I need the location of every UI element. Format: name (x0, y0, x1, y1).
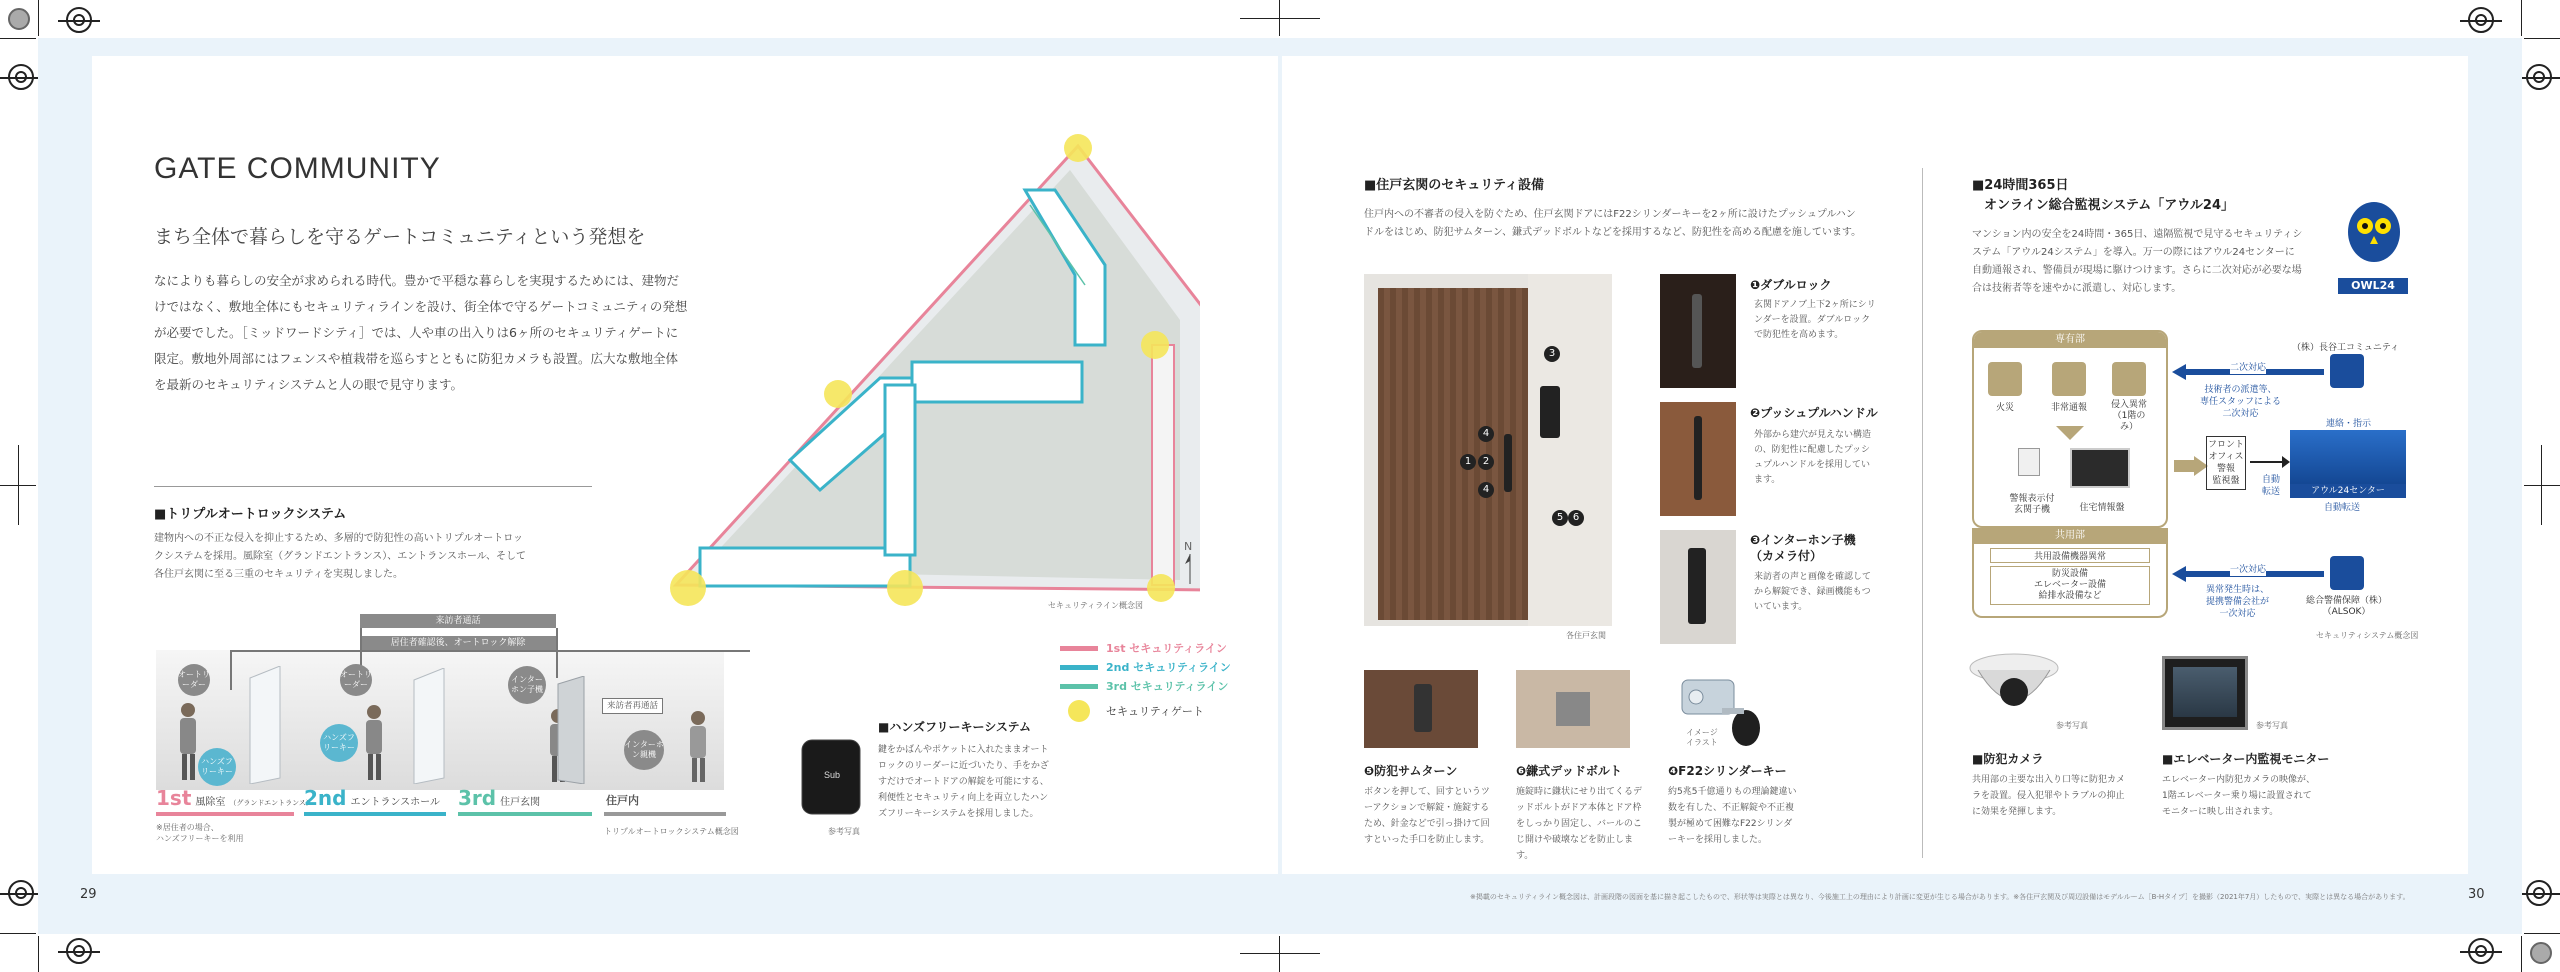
handsfree-text: 鍵をかばんやポケットに入れたままオートロックのリーダーに近づいたり、手をかざすだけでオートドアの解錠を可能にする、利便性とセキュリティ向上を両立したハンズフリーキーシステムを採用しました。 (878, 745, 1049, 819)
camera-photo-caption: 参考写真 (2056, 721, 2088, 730)
registration-dot (2530, 942, 2552, 964)
feature-6-title: ❻鎌式デッドボルト (1516, 764, 1622, 778)
owl24-heading-1: ■24時間365日 (1972, 178, 2069, 193)
common-equipment-list: 防災設備 エレベーター設備 給排水設備など (1990, 566, 2150, 605)
intrusion-alert-icon (2112, 362, 2146, 396)
registration-mark (8, 64, 34, 90)
level-2nd: 2nd エントランスホール (304, 786, 440, 810)
owl24-center-label: アウル24センター (2290, 484, 2406, 498)
north-arrow-icon (1182, 554, 1198, 584)
feature-1-text: 玄関ドアノブ上下2ヶ所にシリンダーを設置。ダブルロックで防犯性を高めます。 (1754, 300, 1876, 340)
triple-autolock-heading: ■トリプルオートロックシステム (154, 507, 347, 522)
security-gate-marker (824, 380, 852, 408)
crop-mark (1240, 953, 1320, 954)
legend-gate: セキュリティゲート (1068, 700, 1204, 722)
entrance-door-icon (552, 676, 588, 784)
down-arrow-icon (2056, 426, 2084, 440)
page-title: GATE COMMUNITY (154, 152, 441, 185)
fire-icon (1988, 362, 2022, 396)
handsfree-key-photo (798, 738, 864, 816)
registration-dot (8, 8, 30, 30)
owl24-logo-icon (2338, 200, 2410, 280)
door-security-heading: ■住戸玄関のセキュリティ設備 (1364, 178, 1544, 193)
registration-mark (2526, 64, 2552, 90)
registration-mark (2468, 938, 2494, 964)
resident-figure-icon (170, 700, 206, 782)
haseko-staff-icon (2330, 354, 2364, 388)
owl24-text: マンション内の安全を24時間・365日、遠隔監視で見守るセキュリティシステム「アウル24システム」を導入。万一の際にはアウル24センターに自動通報され、警備員が現場に駆けつけます。さらに二次対応が必要な場合は技術者等を速やかに派遣し、対応します。 (1972, 229, 2303, 294)
auto-door-icon (408, 668, 448, 784)
crop-mark (1279, 0, 1280, 36)
security-gate-marker (887, 570, 923, 606)
bubble-auto-reader: オートリーダー (340, 664, 372, 696)
company-alsok: 総合警備保障（株） （ALSOK） (2306, 596, 2388, 617)
system-diagram-caption: セキュリティシステム概念図 (2316, 631, 2419, 640)
common-area-header: 共用部 (1972, 528, 2168, 544)
level-home-arrow (604, 812, 726, 816)
crop-mark (1240, 18, 1320, 19)
door-photo (1364, 274, 1612, 626)
registration-mark (66, 7, 92, 33)
building-south (700, 548, 910, 586)
north-indicator: N (1184, 540, 1193, 553)
crop-mark (38, 936, 39, 972)
connector-line (230, 650, 750, 652)
connector-line (556, 628, 558, 678)
handsfree-heading: ■ハンズフリーキーシステム (878, 720, 1032, 734)
svg-text:Sub: Sub (824, 770, 841, 780)
crop-mark (2524, 933, 2560, 934)
housing-monitor-label: 住宅情報盤 (2079, 503, 2125, 513)
crop-mark (18, 445, 19, 525)
camera-text: 共用部の主要な出入り口等に防犯カメラを設置。侵入犯罪やトラブルの抑止に効果を発揮します。 (1972, 775, 2126, 817)
feature-5-title: ❺防犯サムターン (1364, 764, 1458, 778)
double-lock-photo (1660, 274, 1736, 388)
page-subtitle: まち全体で暮らしを守るゲートコミュニティという発想を (154, 226, 646, 248)
elevator-heading: ■エレベーター内監視モニター (2162, 752, 2330, 766)
marker-3: 3 (1544, 346, 1560, 362)
elevator-text: エレベーター内防犯カメラの映像が、1階エレベーター乗り場に設置されてモニターに映し出されます。 (2162, 775, 2316, 817)
alarm-panel-icon (2018, 448, 2040, 476)
section-divider (154, 486, 592, 487)
crop-mark (2541, 445, 2542, 525)
feature-3-title: ❸インターホン子機 （カメラ付） (1750, 533, 1856, 563)
bubble-handsfree-key: ハンズフリーキー (320, 724, 358, 762)
door-security-text: 住戸内への不審者の侵入を防ぐため、住戸玄関ドアにはF22シリンダーキーを2ヶ所に設けたプッシュプルハンドルをはじめ、防犯サムターン、鎌式デッドボルトなどを採用するなど、防犯性を高める配慮を施しています。 (1364, 209, 1862, 238)
handsfree-photo-caption: 参考写真 (828, 827, 860, 836)
level-3rd: 3rd 住戸玄関 (458, 786, 541, 810)
security-gate-marker (1064, 134, 1092, 162)
bar-visitor-call: 来訪者通話 (360, 614, 556, 628)
bubble-handsfree-key: ハンズフリーキー (198, 748, 236, 786)
feature-1-title: ❶ダブルロック (1750, 278, 1832, 292)
crop-mark (2524, 485, 2560, 486)
resident-figure-icon (356, 702, 392, 782)
secondary-response-label: 二次対応 (2230, 363, 2267, 373)
level-1st-arrow (156, 812, 294, 816)
thumb-turn-photo (1364, 670, 1478, 748)
site-security-map (660, 130, 1200, 620)
map-caption: セキュリティライン概念図 (1048, 601, 1143, 610)
crop-mark (1279, 936, 1280, 972)
crop-mark (2521, 936, 2522, 972)
feature-6-text: 施錠時に鎌状にせり出てくるデッドボルトがドア本体とドア枠をしっかり固定し、バールのこじ開けや破壊などを防止します。 (1516, 787, 1643, 861)
page-number-right: 30 (2468, 887, 2485, 902)
visitor-figure-icon (680, 708, 716, 784)
bubble-intercom-unit: インターホン子機 (508, 666, 546, 704)
owl24-logo-text: OWL24 (2338, 278, 2408, 294)
feature-4-title: ❹F22シリンダーキー (1668, 764, 1787, 778)
marker-4: 4 (1478, 426, 1494, 442)
security-gate-marker (1141, 331, 1169, 359)
footnote: ※掲載のセキュリティライン概念図は、計画段階の図面を基に描き起こしたもので、形状等は実際とは異なり、今後施工上の理由により計画に変更が生じる場合があります。※各住戸玄関及び周辺設備はモデルルーム［B-Hタイプ］を撮影（2021年7月）したもので、実際とは異なる場合があります。 (1470, 893, 2410, 901)
crop-mark (0, 38, 36, 39)
crop-mark (0, 933, 36, 934)
housing-monitor-icon (2070, 448, 2130, 488)
secondary-response-text: 技術者の派遣等、 専任スタッフによる 二次対応 (2200, 385, 2282, 419)
marker-1: 1 (1460, 454, 1476, 470)
feature-3-text: 来訪者の声と画像を確認してから解錠でき、録画機能もついています。 (1754, 572, 1872, 612)
alarm-panel-label: 警報表示付 玄関子機 (2009, 494, 2055, 515)
right-arrow-icon (2250, 456, 2290, 468)
auto-transfer-label: 自動 転送 (2261, 475, 2280, 497)
triple-diagram-caption: トリプルオートロックシステム概念図 (604, 827, 739, 836)
feature-2-text: 外部から建穴が見えない構造の、防犯性に配慮したプッシュプルハンドルを採用しています。 (1754, 430, 1872, 485)
elevator-photo-caption: 参考写真 (2256, 721, 2288, 730)
building-middle (912, 362, 1082, 402)
company-haseko: （株）長谷工コミュニティ (2292, 343, 2400, 353)
primary-response-text: 異常発生時は、 提携警備会社が 一次対応 (2206, 585, 2270, 619)
auto-door-icon (244, 666, 284, 784)
private-area-header: 専有部 (1974, 332, 2166, 348)
registration-mark (8, 880, 34, 906)
door-frame (1528, 274, 1612, 626)
contact-instruction-label: 連絡・指示 (2326, 419, 2372, 429)
bubble-auto-reader: オートリーダー (178, 664, 210, 696)
owl24-heading-2: オンライン総合監視システム「アウル24」 (1984, 198, 2235, 213)
front-office-panel: フロント オフィス 警報 監視盤 (2206, 436, 2246, 490)
handsfree-note: ※居住者の場合、 ハンズフリーキーを利用 (156, 823, 244, 843)
security-gate-marker (1147, 574, 1175, 602)
registration-mark (2526, 880, 2552, 906)
door-photo-caption: 各住戸玄関 (1566, 631, 1606, 640)
bar-resident-unlock: 居住者確認後、オートロック解除 (360, 636, 556, 650)
push-pull-handle-photo (1660, 402, 1736, 516)
door-handle (1504, 434, 1512, 492)
common-equipment-alert: 共用設備機器異常 (1990, 548, 2150, 563)
alsok-guard-icon (2330, 556, 2364, 590)
crop-mark (2521, 0, 2522, 36)
security-gate-marker (670, 570, 706, 606)
level-3rd-arrow (458, 812, 592, 816)
bar-revisit-call: 来訪者再通話 (602, 698, 663, 714)
connector-line (230, 650, 232, 690)
security-camera-photo (1966, 650, 2062, 724)
elevator-monitor-photo (2162, 656, 2248, 730)
triple-autolock-text: 建物内への不正な侵入を抑止するため、多層的で防犯性の高いトリプルオートロックシステムを採用。風除室（グランドエントランス）、エントランスホール、そして各住戸玄関に至る三重のセキュリティを実現しました。 (154, 533, 526, 580)
camera-heading: ■防犯カメラ (1972, 752, 2044, 766)
right-arrow-icon (2174, 456, 2208, 476)
marker-4: 4 (1478, 482, 1494, 498)
deadbolt-photo (1516, 670, 1630, 748)
primary-response-label: 一次対応 (2230, 565, 2267, 575)
road-east (1152, 345, 1174, 585)
building-core (885, 385, 915, 555)
feature-4-text: 約5兆5千億通りもの理論鍵違い数を有した、不正解錠や不正複製が極めて困難なF22シリンダーキーを採用しました。 (1668, 787, 1797, 845)
auto-transfer-label: 自動転送 (2324, 503, 2361, 513)
legend-2nd: 2nd セキュリティライン (1060, 659, 1231, 675)
intercom-photo (1660, 530, 1736, 644)
bubble-intercom-master: インターホン親機 (624, 730, 664, 770)
registration-mark (66, 938, 92, 964)
marker-6: 6 (1568, 510, 1584, 526)
feature-2-title: ❷プッシュプルハンドル (1750, 406, 1878, 420)
fire-label: 火災 (1995, 403, 2014, 413)
intrusion-alert-label: 侵入異常 （1階のみ） (2110, 400, 2147, 432)
legend-1st: 1st セキュリティライン (1060, 640, 1227, 656)
level-2nd-arrow (304, 812, 446, 816)
level-1st: 1st 風除室 （グランドエントランス） (156, 786, 313, 810)
crop-mark (38, 0, 39, 36)
crop-mark (2524, 38, 2560, 39)
level-home: 住戸内 (606, 794, 639, 807)
feature-5-text: ボタンを押して、回すというツーアクションで解錠・施錠するため、針金などで引っ掛けて回すといった手口を防止します。 (1364, 787, 1490, 845)
image-illustration-note: イメージ イラスト (1686, 728, 1718, 747)
emergency-call-label: 非常通報 (2050, 403, 2087, 413)
emergency-call-icon (2052, 362, 2086, 396)
intercom-unit (1540, 386, 1560, 438)
registration-mark (2468, 7, 2494, 33)
intro-paragraph: なによりも暮らしの安全が求められる時代。豊かで平穏な暮らしを実現するためには、建物だけではなく、敷地全体にもセキュリティラインを設け、街全体で守るゲートコミュニティの発想が必要でした。［ミッドワードシティ］では、人や車の出入りは6ヶ所のセキュリティゲートに限定。敷地外周部にはフェンスや植栽帯を巡らすとともに防犯カメラも設置。広大な敷地全体を最新のセキュリティシステムと人の眼で見守ります。 (154, 273, 688, 392)
column-divider (1922, 168, 1923, 858)
marker-2: 2 (1478, 454, 1494, 470)
legend-3rd: 3rd セキュリティライン (1060, 678, 1228, 694)
page-number-left: 29 (80, 887, 97, 902)
marker-5: 5 (1552, 510, 1568, 526)
